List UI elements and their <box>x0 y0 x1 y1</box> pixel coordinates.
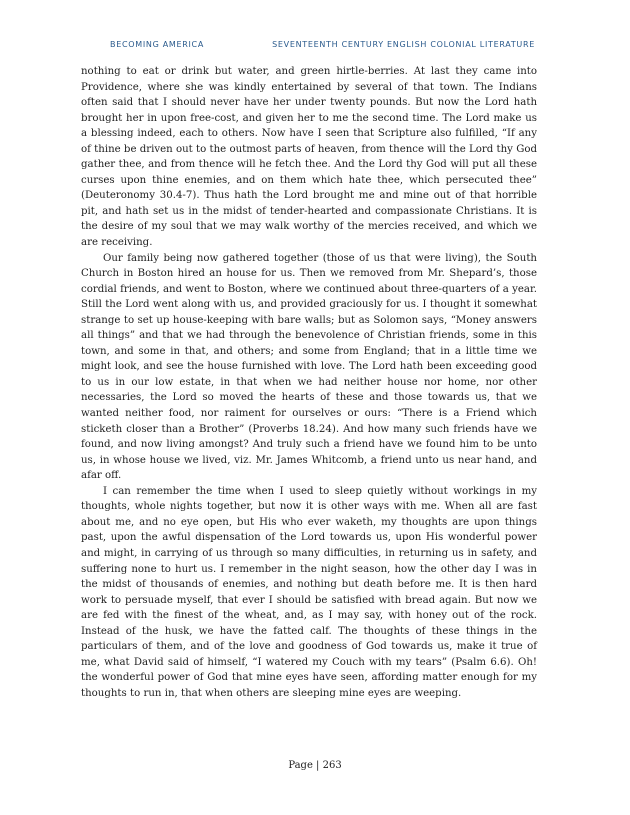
paragraph-3: I can remember the time when I used to sleep quietly without workings in my thoughts, whole nights together, but now it is other ways with me. When all are fast about me, and no eye open, but His who ever waketh, my thoughts are upon things past, upon the awful dispensation of the Lord towards us, upon His wonderful power and might, in carrying of us through so many difficulties, in returning us in safety, and suffering none to hurt us. I remember in the night season, how the other day I was in the midst of thousands of enemies, and nothing but death before me. It is then hard work to persuade myself, that ever I should be satisfied with bread again. But now we are fed with the finest of the wheat, and, as I may say, with honey out of the rock. Instead of the husk, we have the fatted calf. The thoughts of these things in the particulars of them, and of the love and goodness of God towards us, make it true of me, what David said of himself, “I watered my Couch with my tears” (Psalm 6.6). Oh! the wonderful power of God that mine eyes have seen, affording matter enough for my thoughts to run in, that when others are sleeping mine eyes are weeping. <box>81 485 537 699</box>
body-text <box>81 64 537 701</box>
running-header <box>110 40 535 49</box>
paragraph-2: Our family being now gathered together (those of us that were living), the South Church in Boston hired an house for us. Then we removed from Mr. Shepard’s, those cordial friends, and went to Boston, where we continued about three-quarters of a year. Still the Lord went along with us, and provided graciously for us. I thought it somewhat strange to set up house-keeping with bare walls; but as Solomon says, “Money answers all things” and that we had through the benevolence of Christian friends, some in this town, and some in that, and others; and some from England; that in a little time we might look, and see the house furnished with love. The Lord hath been exceeding good to us in our low estate, in that when we had neither house nor home, nor other necessaries, the Lord so moved the hearts of these and those towards us, that we wanted neither food, nor raiment for ourselves or ours: “There is a Friend which sticketh closer than a Brother” (Proverbs 18.24). And how many such friends have we found, and now living amongst? And truly such a friend have we found him to be unto us, in whose house we lived, viz. Mr. James Whitcomb, a friend unto us near hand, and afar off. <box>81 252 537 482</box>
header-book-title: BECOMING AMERICA <box>110 40 205 49</box>
paragraph-1: nothing to eat or drink but water, and green hirtle-berries. At last they came into Providence, where she was kindly entertained by several of that town. The Indians often said that I should never have her under twenty pounds. But now the Lord hath brought her in upon free-cost, and given her to me the second time. The Lord make us a blessing indeed, each to others. Now have I seen that Scripture also fulfilled, “If any of thine be driven out to the outmost parts of heaven, from thence will the Lord thy God gather thee, and from thence will he fetch thee. And the Lord thy God will put all these curses upon thine enemies, and on them which hate thee, which persecuted thee” (Deuteronomy 30.4-7). Thus hath the Lord brought me and mine out of that horrible pit, and hath set us in the midst of tender-hearted and compassionate Christians. It is the desire of my soul that we may walk worthy of the mercies received, and which we are receiving. <box>81 66 537 249</box>
page-number: Page | 263 <box>288 760 342 771</box>
header-section-title: SEVENTEENTH CENTURY ENGLISH COLONIAL LITERATURE <box>272 40 535 49</box>
